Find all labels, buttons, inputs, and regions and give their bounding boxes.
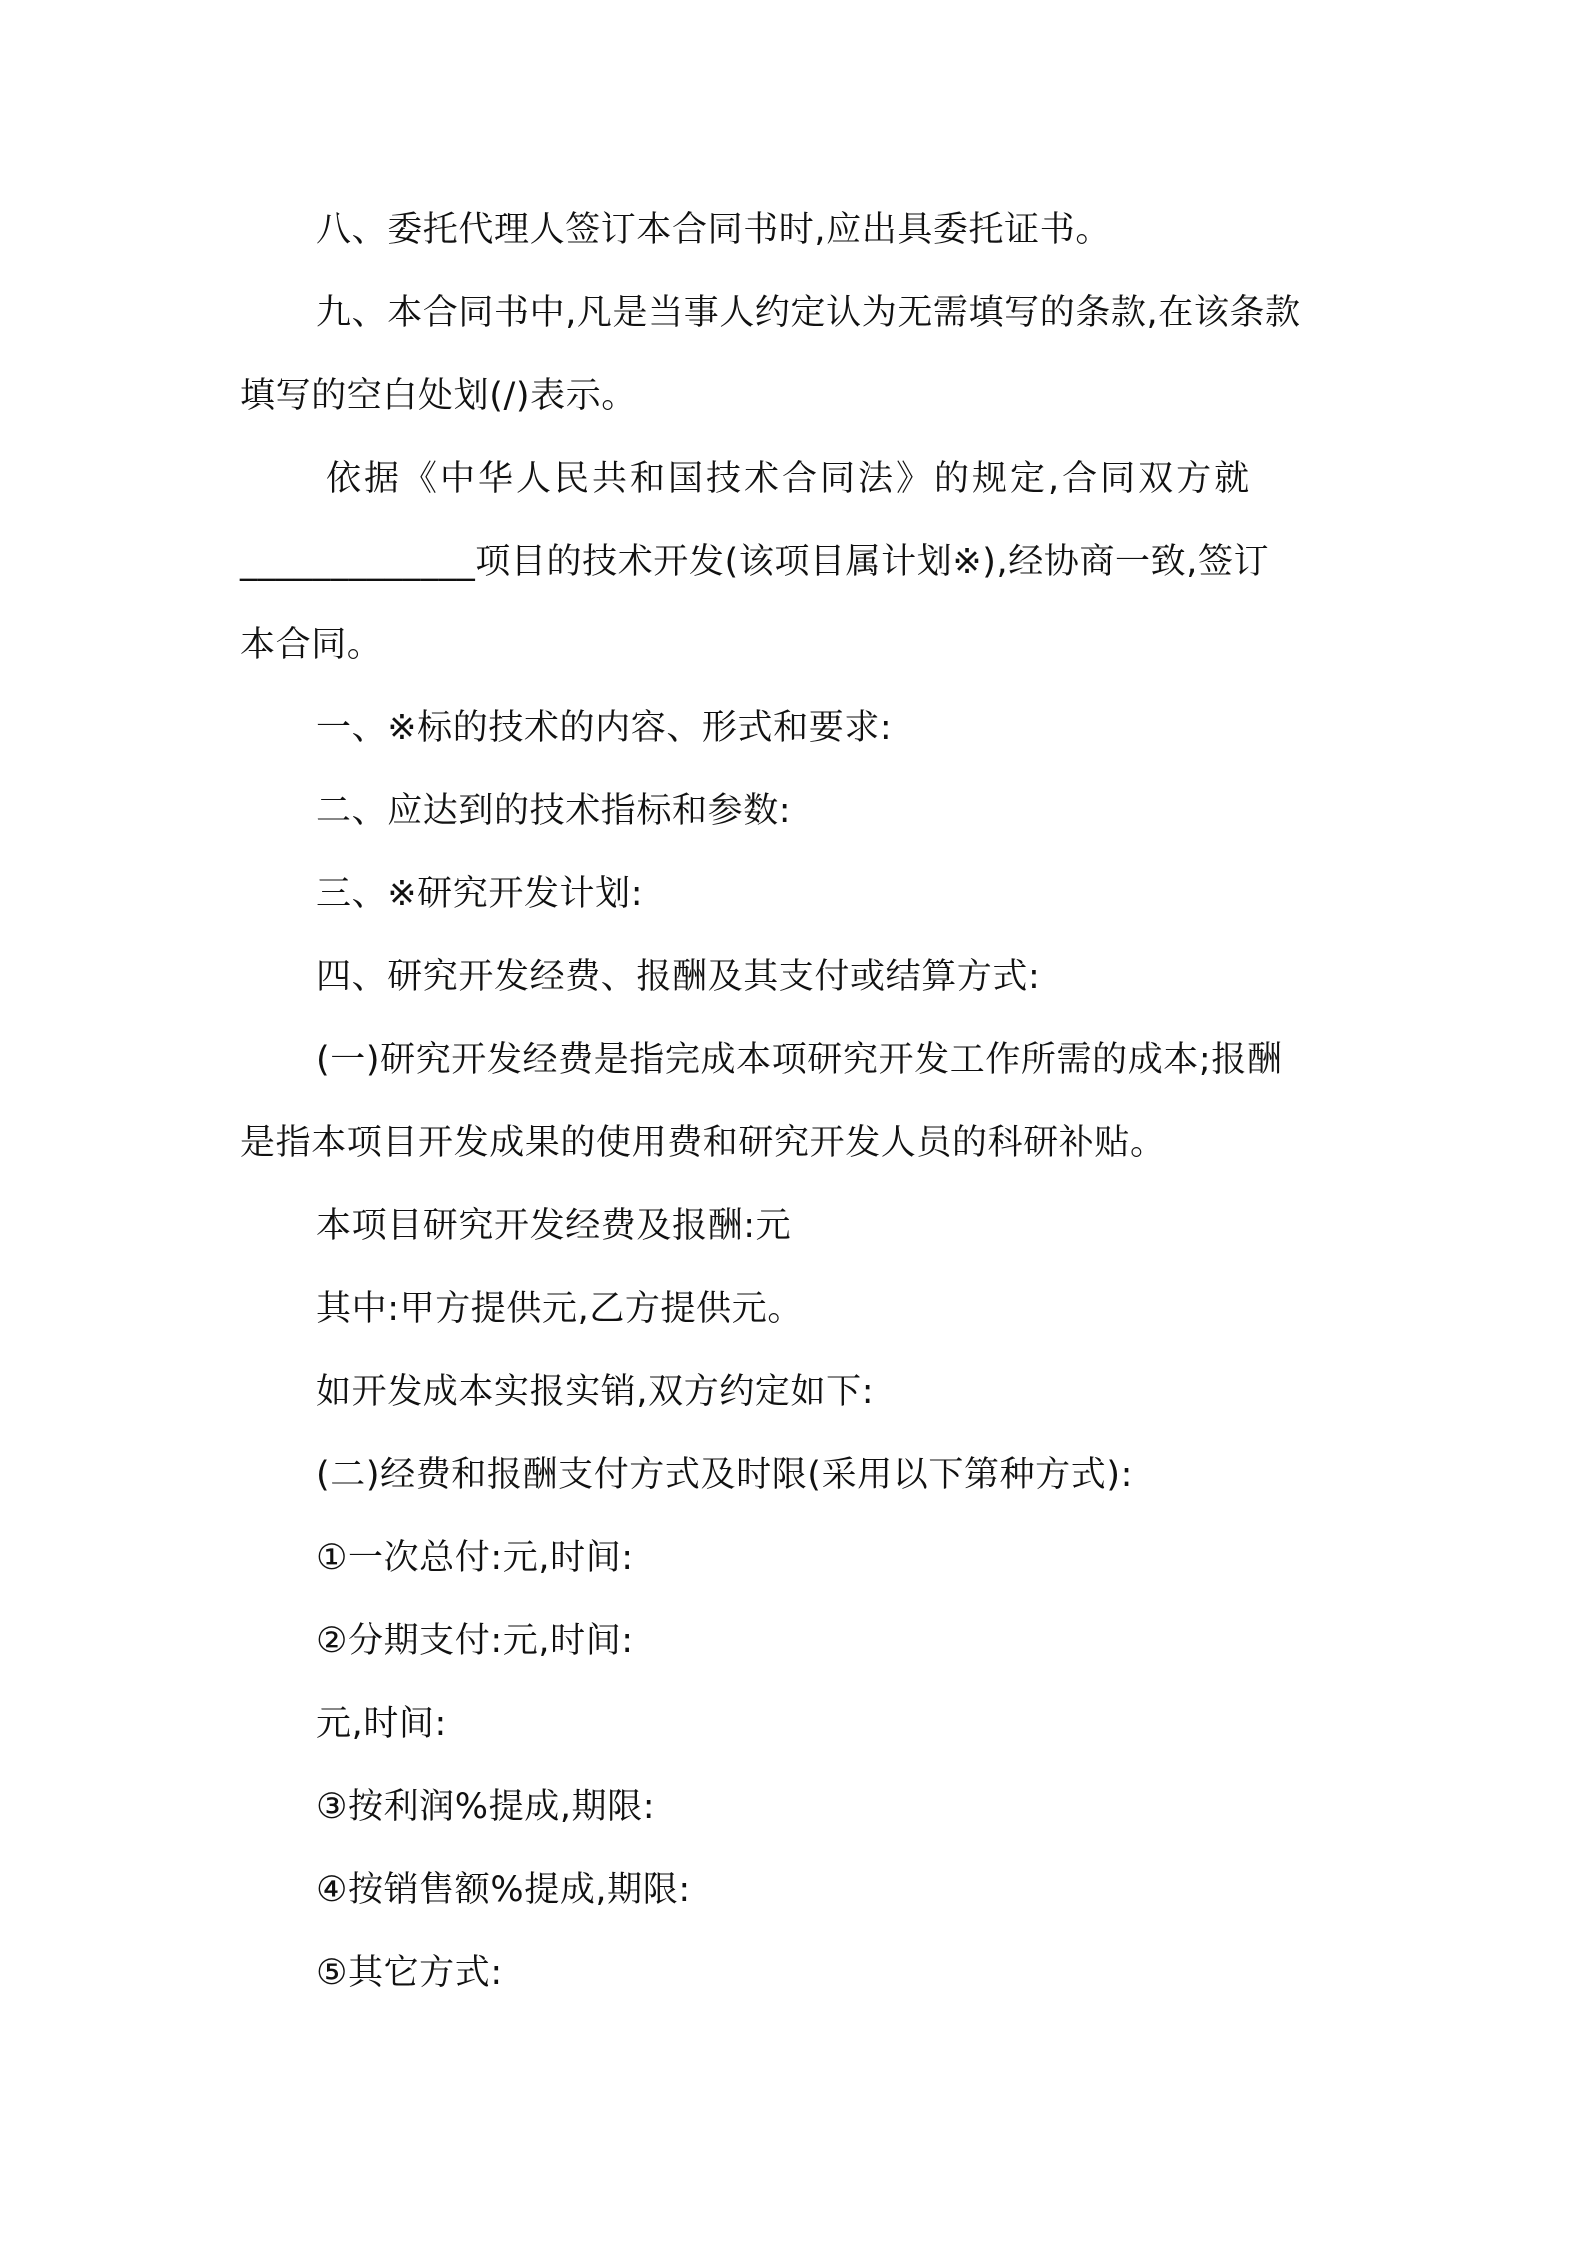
- payment-option-4: ④按销售额%提成,期限:: [316, 1870, 691, 1910]
- section-3-heading: 三、※研究开发计划:: [316, 874, 644, 914]
- section-4-heading: 四、研究开发经费、报酬及其支付或结算方式:: [316, 957, 1041, 997]
- section-4-1-line-2: 是指本项目开发成果的使用费和研究开发人员的科研补贴。: [240, 1123, 1166, 1163]
- clause-9-line-1: 九、本合同书中,凡是当事人约定认为无需填写的条款,在该条款: [316, 293, 1301, 333]
- actual-cost-line: 如开发成本实报实销,双方约定如下:: [316, 1372, 875, 1412]
- section-4-2-heading: (二)经费和报酬支付方式及时限(采用以下第种方式):: [316, 1455, 1134, 1495]
- preamble-line-1: 依据《中华人民共和国技术合同法》的规定,合同双方就: [326, 459, 1253, 499]
- section-4-1-line-1: (一)研究开发经费是指完成本项研究开发工作所需的成本;报酬: [316, 1040, 1283, 1080]
- funding-split-line: 其中:甲方提供元,乙方提供元。: [316, 1289, 803, 1329]
- payment-option-3: ③按利润%提成,期限:: [316, 1787, 656, 1827]
- payment-option-1: ①一次总付:元,时间:: [316, 1538, 634, 1578]
- total-funding-line: 本项目研究开发经费及报酬:元: [316, 1206, 792, 1246]
- preamble-line-3: 本合同。: [240, 625, 383, 665]
- clause-9-line-2: 填写的空白处划(/)表示。: [240, 376, 637, 416]
- payment-option-2: ②分期支付:元,时间:: [316, 1621, 634, 1661]
- clause-8: 八、委托代理人签订本合同书时,应出具委托证书。: [316, 210, 1111, 250]
- payment-option-2-extra: 元,时间:: [316, 1704, 447, 1744]
- preamble-line-2: _____________项目的技术开发(该项目属计划※),经协商一致,签订: [240, 542, 1270, 582]
- payment-option-5: ⑤其它方式:: [316, 1953, 503, 1993]
- section-1-heading: 一、※标的技术的内容、形式和要求:: [316, 708, 893, 748]
- section-2-heading: 二、应达到的技术指标和参数:: [316, 791, 792, 831]
